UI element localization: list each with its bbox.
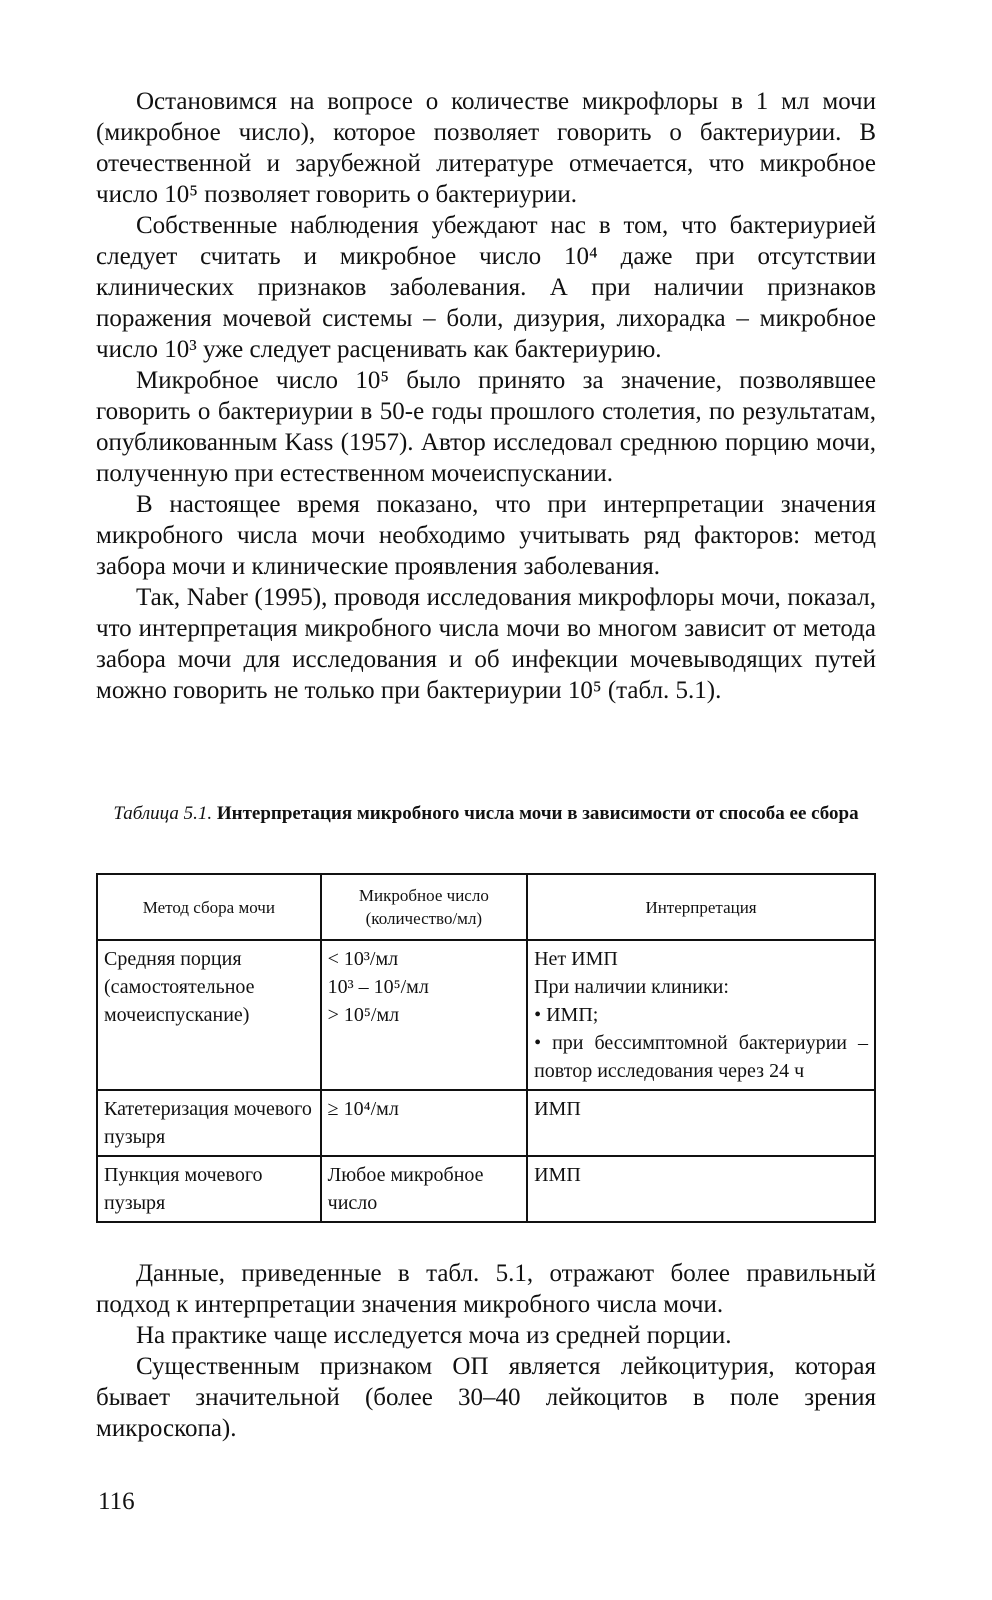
table-caption-title: Интерпретация микробного числа мочи в зависимости от способа ее сбора <box>216 803 859 824</box>
cell-interpretation <box>527 940 875 1090</box>
paragraph: Существенным признаком ОП является лейкоцитурия, которая бывает значительной (более 30–40 лейкоцитов в поле зрения микроскопа). <box>96 1353 876 1442</box>
microbial-count-table <box>96 873 876 1223</box>
cell-count: Любое микробное число <box>321 1156 527 1222</box>
header-method: Метод сбора мочи <box>97 874 321 940</box>
paragraph: На практике чаще исследуется моча из средней порции. <box>136 1322 732 1349</box>
body-text-after-table <box>96 1258 876 1444</box>
count-value: > 10⁵/мл <box>327 1004 400 1026</box>
cell-method: Пункция мочевого пузыря <box>97 1156 321 1222</box>
paragraph: Так, Naber (1995), проводя исследования микрофлоры мочи, показал, что интерпретация микробного числа мочи во многом зависит от метода забора мочи для исследования и об инфекции мочевыводящих путей можно говорить не только при бактериурии 10⁵ (табл. 5.1). <box>96 584 876 704</box>
header-count: Микробное число (количество/мл) <box>321 874 527 940</box>
paragraph: Собственные наблюдения убеждают нас в том, что бактериурией следует считать и микробное число 10⁴ даже при отсутствии клинических признаков заболевания. А при наличии признаков поражения мочевой системы – боли, дизурия, лихорадка – микробное число 10³ уже следует расценивать как бактериурию. <box>96 212 876 363</box>
interpretation-line: • при бессимптомной бактериурии – повтор исследования через 24 ч <box>534 1032 868 1082</box>
cell-interpretation: ИМП <box>527 1156 875 1222</box>
interpretation-line: При наличии клиники: <box>534 976 729 998</box>
cell-method: Катетеризация мочевого пузыря <box>97 1090 321 1156</box>
table-row <box>97 940 875 1090</box>
table-caption <box>96 800 876 827</box>
table-header-row <box>97 874 875 940</box>
table-row <box>97 1156 875 1222</box>
header-interpretation: Интерпретация <box>527 874 875 940</box>
page-number: 116 <box>98 1488 135 1515</box>
table-caption-label: Таблица 5.1. <box>113 803 213 824</box>
table-row <box>97 1090 875 1156</box>
cell-count: ≥ 10⁴/мл <box>321 1090 527 1156</box>
cell-count <box>321 940 527 1090</box>
paragraph: Остановимся на вопросе о количестве микрофлоры в 1 мл мочи (микробное число), которое позволяет говорить о бактериурии. В отечественной и зарубежной литературе отмечается, что микробное число 10⁵ позволяет говорить о бактериурии. <box>96 88 876 208</box>
count-value: < 10³/мл <box>327 948 399 970</box>
body-text <box>96 86 876 706</box>
interpretation-line: • ИМП; <box>534 1004 599 1026</box>
interpretation-line: Нет ИМП <box>534 948 618 970</box>
count-value: 10³ – 10⁵/мл <box>327 976 429 998</box>
paragraph: Данные, приведенные в табл. 5.1, отражают более правильный подход к интерпретации значения микробного числа мочи. <box>96 1260 876 1318</box>
cell-interpretation: ИМП <box>527 1090 875 1156</box>
paragraph: Микробное число 10⁵ было принято за значение, позволявшее говорить о бактериурии в 50-е годы прошлого столетия, по результатам, опубликованным Kass (1957). Автор исследовал среднюю порцию мочи, полученную при естественном мочеиспускании. <box>96 367 876 487</box>
paragraph: В настоящее время показано, что при интерпретации значения микробного числа мочи необходимо учитывать ряд факторов: метод забора мочи и клинические проявления заболевания. <box>96 491 876 580</box>
cell-method: Средняя порция (самостоятельное мочеиспускание) <box>97 940 321 1090</box>
